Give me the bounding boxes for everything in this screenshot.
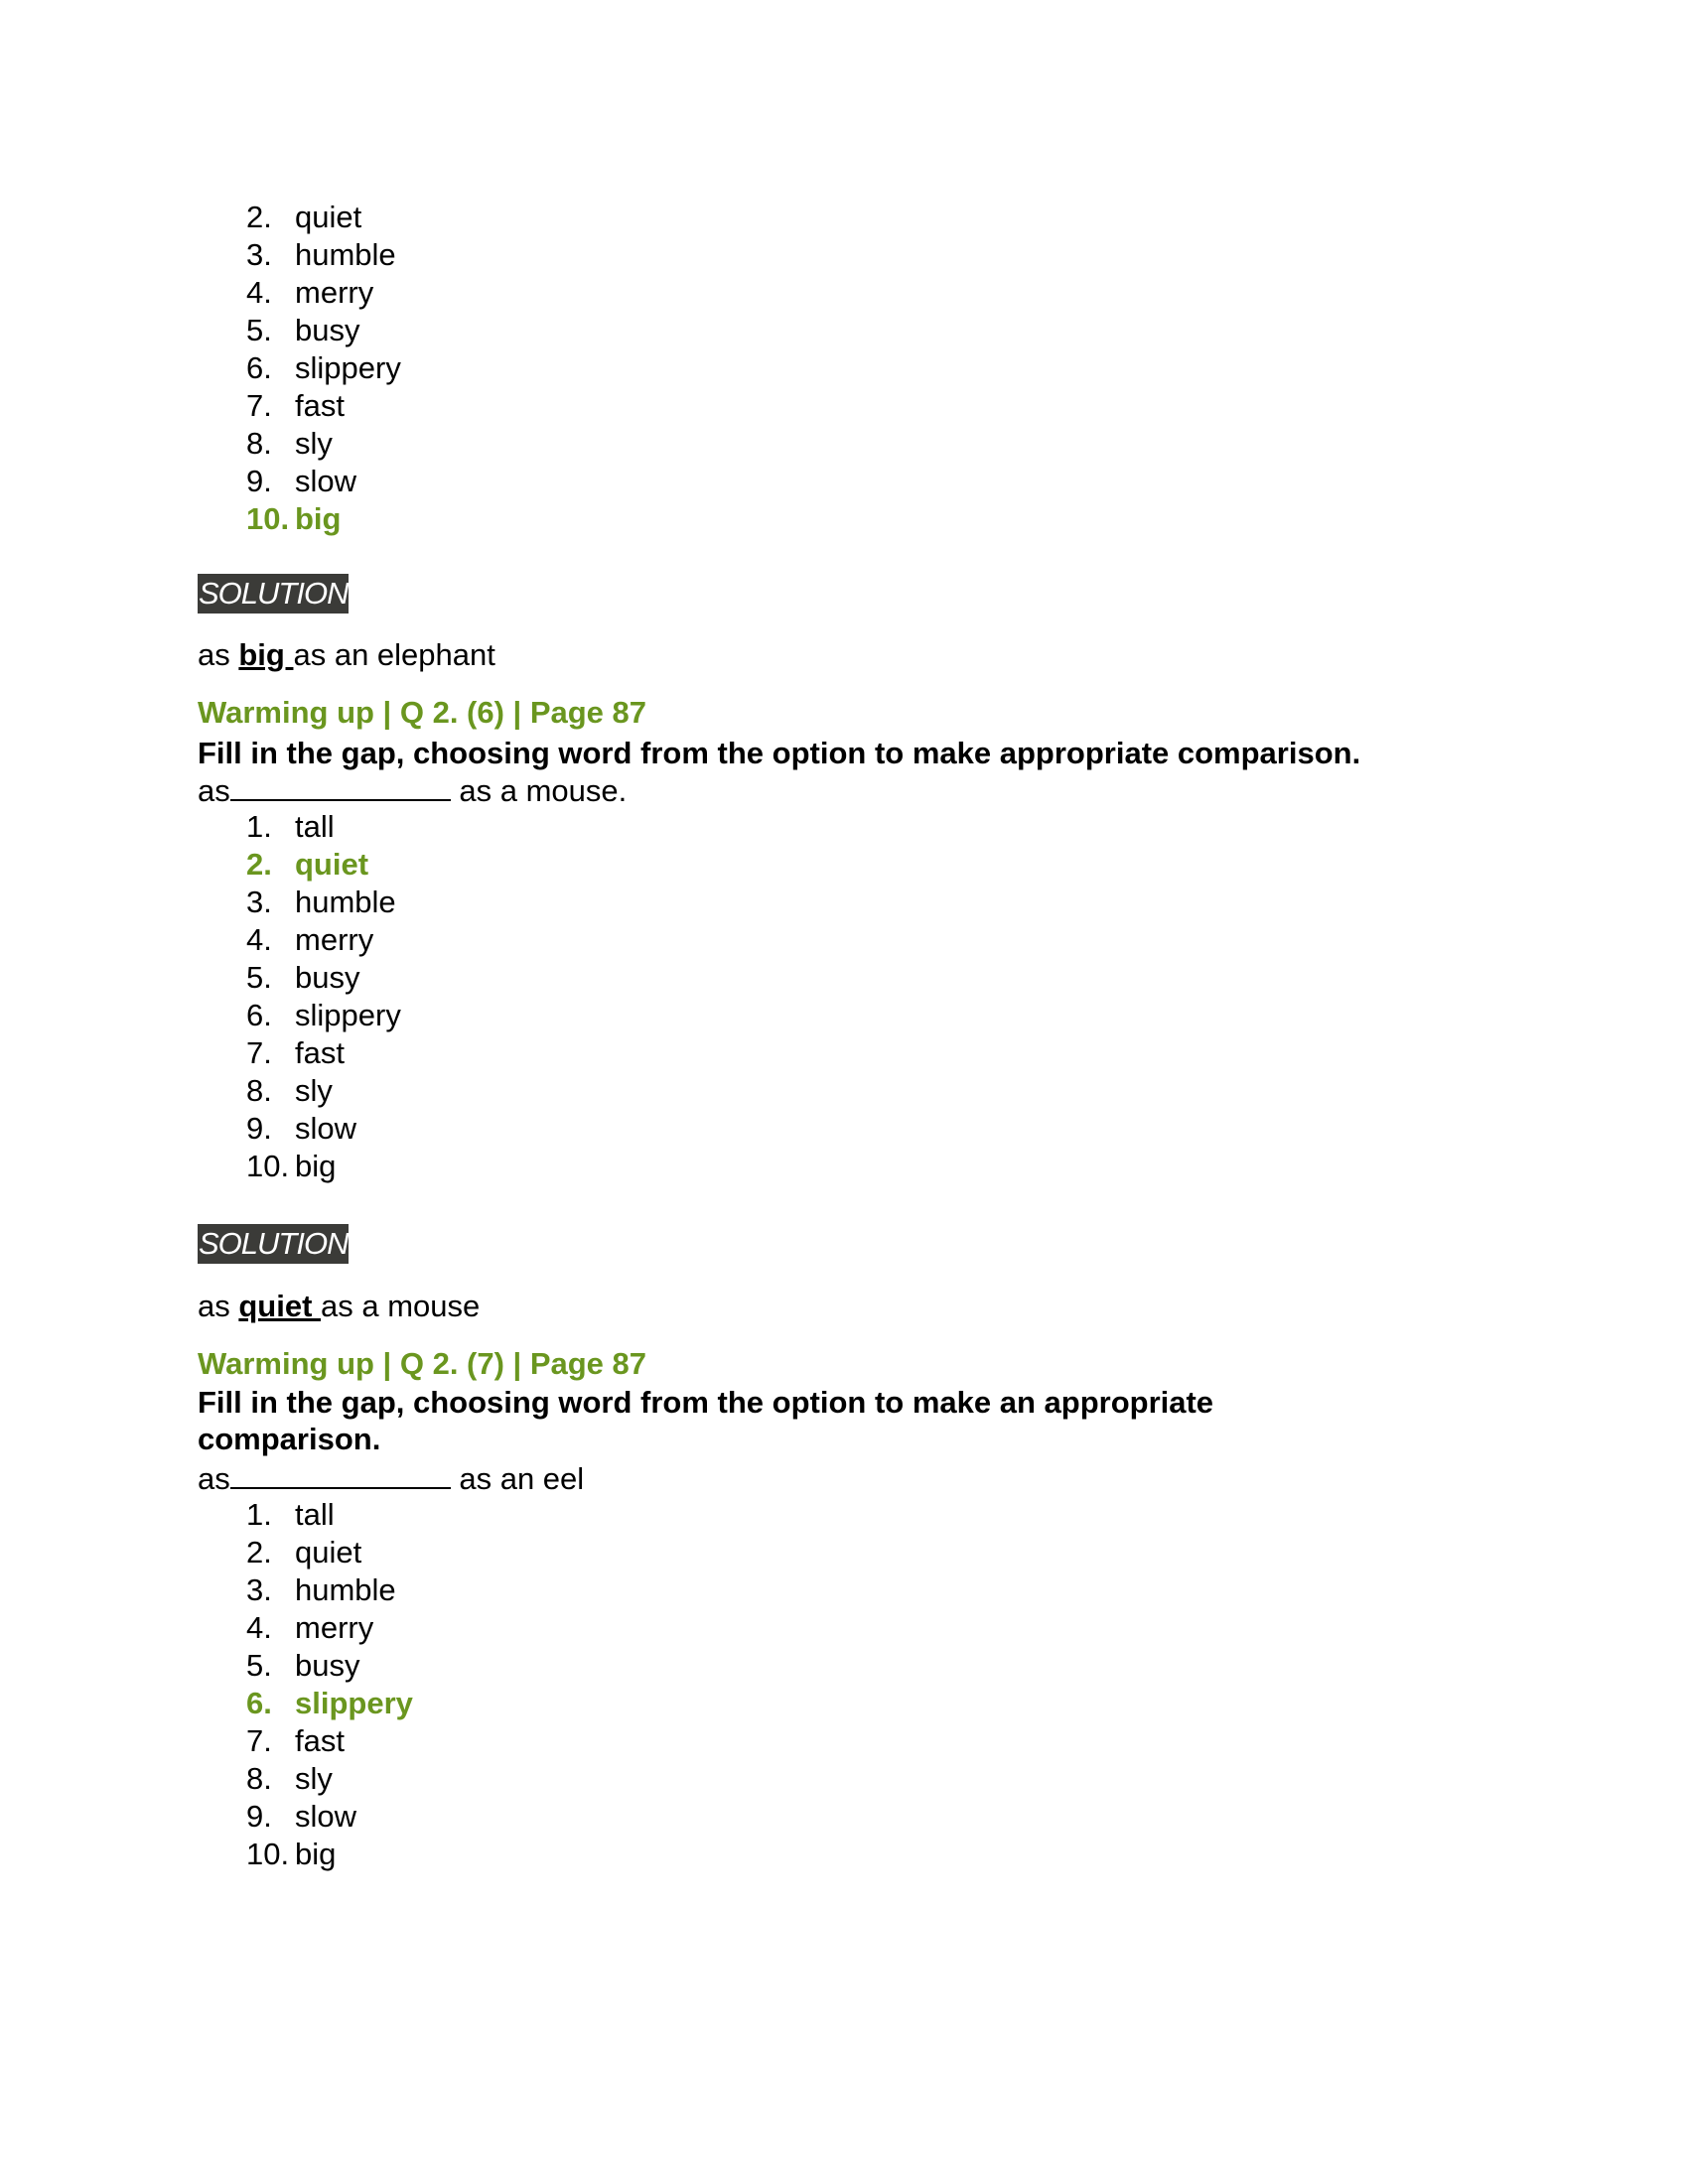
question-heading: Warming up | Q 2. (7) | Page 87 [198, 1346, 647, 1381]
list-item: 4. merry [246, 1610, 374, 1645]
blank-line [230, 1459, 451, 1489]
list-item: 8. sly [246, 1761, 333, 1796]
list-item: 5. busy [246, 960, 360, 995]
question-heading: Warming up | Q 2. (6) | Page 87 [198, 695, 647, 730]
list-item: 6. slippery [246, 350, 401, 385]
options-list-3 [246, 1496, 413, 1873]
list-item: 1. tall [246, 809, 335, 844]
list-item: 3. humble [246, 237, 396, 272]
list-item: 9. slow [246, 1799, 357, 1834]
blank-line [230, 771, 451, 801]
list-item: 5. busy [246, 313, 360, 347]
list-item: 4. merry [246, 922, 374, 957]
list-item: 8. sly [246, 1073, 333, 1108]
question-gap: as as a mouse. [198, 773, 628, 808]
list-item: 3. humble [246, 885, 396, 919]
list-item-answer: 6. slippery [246, 1686, 413, 1720]
options-list-1 [246, 199, 401, 538]
question-instruction: Fill in the gap, choosing word from the option to make appropriate comparison. [198, 736, 1361, 770]
list-item: 9. slow [246, 464, 357, 498]
list-item: 7. fast [246, 388, 345, 423]
solution-answer: as big as an elephant [198, 637, 495, 672]
list-item: 7. fast [246, 1035, 345, 1070]
list-item-answer: 2. quiet [246, 847, 369, 882]
list-item: 6. slippery [246, 998, 401, 1032]
list-item: 9. slow [246, 1111, 357, 1146]
list-item-answer: 10. big [246, 501, 342, 536]
list-item: 4. merry [246, 275, 374, 310]
list-item: 1. tall [246, 1497, 335, 1532]
list-item: 2. quiet [246, 200, 362, 234]
list-item: 2. quiet [246, 1535, 362, 1570]
question-instruction: Fill in the gap, choosing word from the option to make an appropriate comparison. [198, 1385, 1214, 1456]
solution-badge: SOLUTION [198, 1224, 349, 1264]
list-item: 7. fast [246, 1723, 345, 1758]
question-gap: as as an eel [198, 1461, 585, 1496]
options-list-2 [246, 808, 401, 1185]
list-item: 10. big [246, 1149, 337, 1183]
solution-badge: SOLUTION [198, 574, 349, 614]
list-item: 5. busy [246, 1648, 360, 1683]
list-item: 3. humble [246, 1572, 396, 1607]
list-item: 10. big [246, 1837, 337, 1871]
solution-answer: as quiet as a mouse [198, 1289, 481, 1323]
list-item: 8. sly [246, 426, 333, 461]
